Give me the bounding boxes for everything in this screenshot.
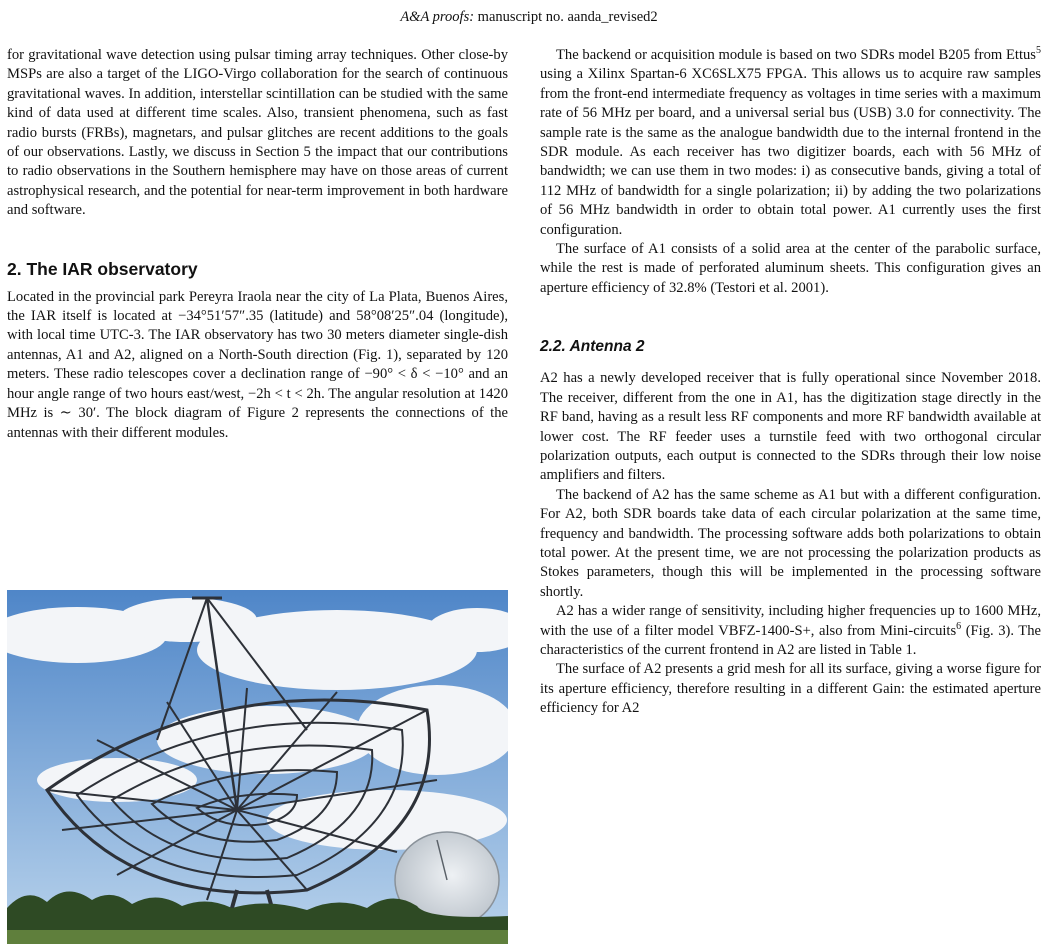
radio-telescope-photo [7, 590, 508, 944]
subsection-title: 2.2. Antenna 2 [540, 338, 645, 356]
footnote-6[interactable]: 6 [956, 620, 962, 632]
footnote-5[interactable]: 5 [1036, 45, 1041, 56]
figure-1-photo [7, 590, 508, 944]
backend-paragraph: The backend or acquisition module is based on two SDRs model B205 from Ettus$^5$ using a Xilinx Spartan-6 XC6SLX75 FPGA. This allows us to acquire raw samples from the front-end intermediate frequency as voltages in time series with a maximum rate of 56 MHz per board, and a universal serial bus (USB) 3.0 for connectivity. The sample rate is the same as the analogue bandwidth due to the internal frontend in the SDR module. As each receiver has two digitizer boards, each with 56 MHz of bandwidth; we can use them in two modes: i) as consecutive bands, giving a total of 112 MHz of bandwidth for a single polarization; ii) by adding the two polarizations of 56 MHz bandwidth in order to obtain total power. A1 currently uses the first configuration. [540, 45, 1041, 238]
left-column [7, 46, 508, 443]
a2-receiver-paragraph: A2 has a newly developed receiver that is fully operational since November 2018. The receiver, different from the one in A1, has the digitization stage directly in the RF band, having as a result less RF components and more RF bandwidth available at lower cost. The RF feeder uses a turnstile feed with two orthogonal circular polarization outputs, each output is connected to the SDRs through their low noise amplifiers and filters. [540, 370, 1041, 484]
a2-range-paragraph: A2 has a wider range of sensitivity, including higher frequencies up to 1600 MHz, with the use of a filter model VBFZ-1400-S+, also from Mini-circuits$^6$ (Fig. 3). The characteristics of the current frontend in A2 are listed in Table 1. [540, 603, 1041, 658]
manuscript-id: manuscript no. aanda_revised2 [477, 9, 658, 25]
right-column [540, 46, 1041, 719]
running-head [0, 9, 1058, 26]
intro-paragraph: for gravitational wave detection using pulsar timing array techniques. Other close-by MSPs are also a target of the LIGO-Virgo collaboration for the search of continuous gravitational waves. In addition, interstellar scintillation can be studied with the same kind of data used at different time scales. Also, transient phenomena, such as fast radio bursts (FRBs), magnetars, and pulsar glitches are recent additions to the goals of our observations. Lastly, we discuss in Section 5 the impact that our contributions to radio observations in the Southern hemisphere may have on those areas of current astrophysical research, and the potential for near-term improvement in both hardware and software. [7, 47, 508, 219]
grass [7, 930, 508, 944]
a2-surface-paragraph: The surface of A2 presents a grid mesh for all its surface, giving a worse figure for its aperture efficiency, therefore resulting in a different Gain: the estimated aperture efficiency for A2 [540, 661, 1041, 717]
section-paragraph: Located in the provincial park Pereyra Iraola near the city of La Plata, Buenos Aires, the IAR itself is located at −34°51′57″.35 (latitude) and 58°08′25″.04 (longitude), with local time UTC-3. The IAR observatory has two 30 meters diameter single-dish antennas, A1 and A2, aligned on a North-South direction (Fig. 1), separated by 120 meters. These radio telescopes cover a declination range of −90° < δ < −10° and an hour angle range of two hours east/west, −2h < t < 2h. The angular resolution at 1420 MHz is ∼ 30′. The block diagram of Figure 2 represents the connections of the antennas with their different modules. [7, 288, 508, 441]
journal-name: A&A proofs: [400, 9, 475, 25]
a2-backend-paragraph: The backend of A2 has the same scheme as A1 but with a different configuration. For A2, both SDR boards take data of each circular polarization at the same time, frequency and bandwidth. The processing software adds both polarizations to obtain total power. At the present time, we are not processing the polarization products as Stokes parameters, though this will be implemented in the processing software shortly. [540, 486, 1041, 600]
a1-surface-paragraph: The surface of A1 consists of a solid area at the center of the parabolic surface, while the rest is made of perforated aluminum sheets. This configuration gives an aperture efficiency of 32.8% (Testori et al. 2001). [540, 241, 1041, 296]
section-title: 2. The IAR observatory [7, 258, 198, 279]
